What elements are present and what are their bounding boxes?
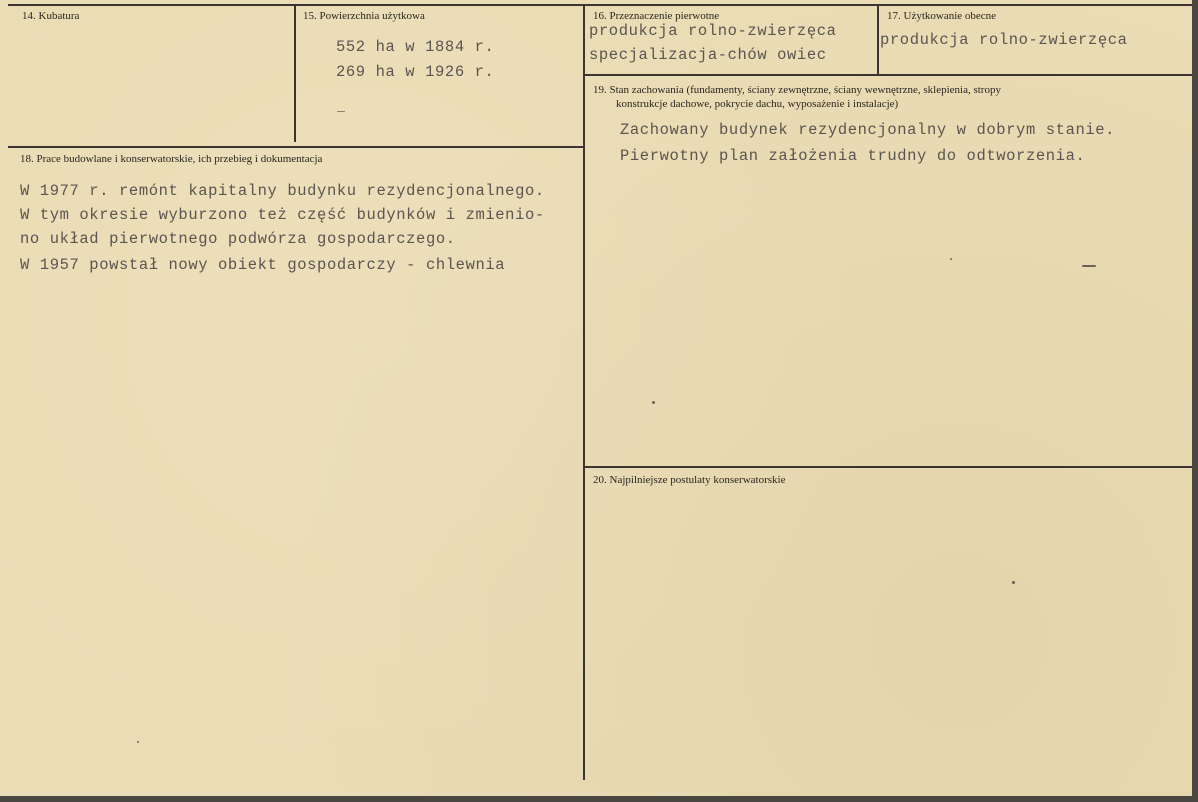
field-19-label-line-2: konstrukcje dachowe, pokrycie dachu, wyposażenie i instalacje) [616, 98, 899, 110]
field-18-label: 18. Prace budowlane i konserwatorskie, ich przebieg i dokumentacja [20, 153, 323, 165]
divider-19-20 [585, 466, 1194, 468]
field-19-line-1: Zachowany budynek rezydencjonalny w dobrym stanie. [620, 121, 1116, 139]
field-18-line-3: no układ pierwotnego podwórza gospodarczego. [20, 230, 456, 248]
divider-14-18 [8, 146, 585, 148]
field-20-label: 20. Najpilniejsze postulaty konserwatorskie [593, 474, 786, 486]
paper-mark [337, 111, 345, 112]
card-edge-right [1192, 0, 1198, 802]
divider-main [583, 4, 585, 780]
paper-speck [652, 401, 655, 404]
paper-speck [950, 258, 952, 260]
field-16-line-2: specjalizacja-chów owiec [589, 46, 827, 64]
field-18-line-1: W 1977 r. remónt kapitalny budynku rezydencjonalnego. [20, 182, 545, 200]
field-15-label: 15. Powierzchnia użytkowa [303, 10, 425, 22]
field-18-line-4: W 1957 powstał nowy obiekt gospodarczy - chlewnia [20, 256, 506, 274]
field-18-line-2: W tym okresie wyburzono też część budynków i zmienio- [20, 206, 545, 224]
field-19-label-line-1: 19. Stan zachowania (fundamenty, ściany zewnętrzne, ściany wewnętrzne, sklepienia, stropy [593, 84, 1001, 96]
field-19-line-2: Pierwotny plan założenia trudny do odtworzenia. [620, 147, 1086, 165]
field-14-label: 14. Kubatura [22, 10, 80, 22]
top-border [8, 4, 1194, 6]
field-17-line-1: produkcja rolno-zwierzęca [880, 31, 1128, 49]
paper-mark [1082, 265, 1096, 267]
field-15-line-1: 552 ha w 1884 r. [336, 38, 495, 56]
paper-speck [1012, 581, 1015, 584]
divider-16-17 [877, 4, 879, 76]
field-17-label: 17. Użytkowanie obecne [887, 10, 997, 22]
divider-16-19 [585, 74, 1194, 76]
field-16-label: 16. Przeznaczenie pierwotne [593, 10, 720, 22]
field-16-line-1: produkcja rolno-zwierzęca [589, 22, 837, 40]
divider-14-15 [294, 4, 296, 142]
card-edge-bottom [0, 796, 1198, 802]
paper-speck [137, 741, 139, 743]
field-15-line-2: 269 ha w 1926 r. [336, 63, 495, 81]
